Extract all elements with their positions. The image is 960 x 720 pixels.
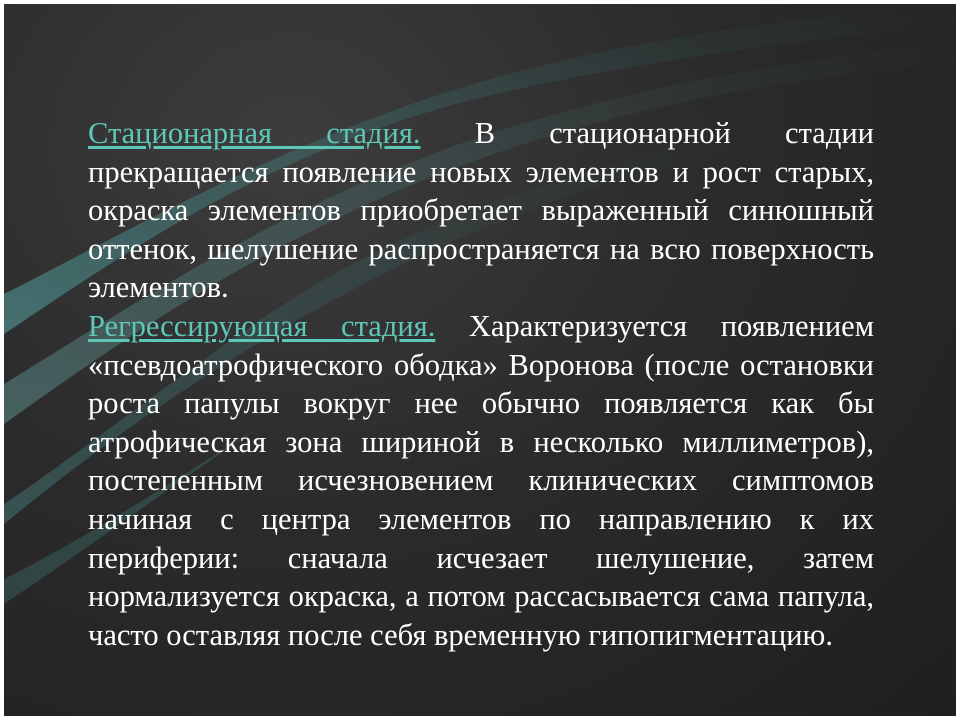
content-text: [88, 114, 874, 654]
regressive-stage-heading-link[interactable]: Регрессирующая стадия.: [88, 308, 436, 343]
paragraph-stationary-stage: [88, 114, 874, 307]
stationary-stage-text: В стационарной стадии прекращается появление новых элементов и рост старых, окраска элементов приобретает выраженный синюшный оттенок, шелушение распространяется на всю поверхность элементов.: [88, 116, 874, 305]
stationary-stage-heading-link[interactable]: Стационарная стадия.: [88, 116, 421, 150]
slide: [4, 4, 956, 716]
regressive-stage-text: Характеризуется появлением «псевдоатрофического ободка» Воронова (после остановки роста папулы вокруг нее обычно появляется как бы атрофическая зона шириной в несколько миллиметров), постепенным исчезновением клинических симптомов начиная с центра элементов по направлению к их периферии: сначала исчезает шелушение, затем нормализуется окраска, а потом рассасывается сама папула, часто оставляя после себя временную гипопигментацию.: [88, 308, 874, 652]
paragraph-regressive-stage: [88, 307, 874, 654]
